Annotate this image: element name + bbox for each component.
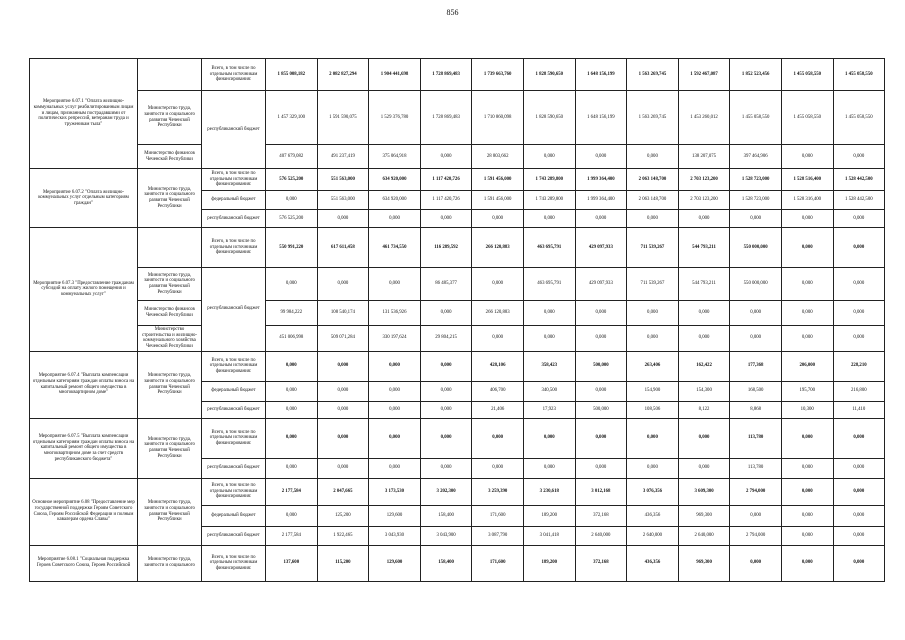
value-cell: 2 703 123,200 (678, 191, 730, 210)
value-cell: 125,200 (317, 505, 369, 526)
value-cell: 0,000 (781, 505, 833, 526)
value-cell: 372,168 (575, 505, 627, 526)
budget-table-body (30, 59, 885, 582)
value-cell: 266 120,883 (472, 301, 524, 326)
value-cell: 0,000 (730, 210, 782, 228)
executor-cell: Министерство труда, занятости и социального развития Чеченской Республики (138, 91, 202, 145)
value-cell: 372,168 (575, 545, 627, 581)
value-cell: 0,000 (781, 478, 833, 505)
table-row (30, 301, 885, 326)
value-cell: 17,923 (523, 401, 575, 418)
table-row (30, 145, 885, 169)
executor-cell (138, 59, 202, 91)
value-cell: 206,000 (781, 351, 833, 381)
value-cell: 1 999 364,400 (575, 169, 627, 191)
table-row (30, 59, 885, 91)
value-cell: 0,000 (369, 381, 421, 401)
value-cell: 0,000 (833, 458, 885, 478)
value-cell: 131 536,926 (369, 301, 421, 326)
measure-title: Основное мероприятие 6.08 "Предоставление мер государственной поддержки Героям Советского Союза, Героям Российской Федерации и полным кавалерам ордена Славы" (30, 478, 138, 545)
value-cell: 2 063 148,700 (627, 191, 679, 210)
value-cell: 138 207,075 (678, 145, 730, 169)
value-cell: 0,000 (627, 458, 679, 478)
value-cell: 0,000 (523, 326, 575, 352)
table-row (30, 478, 885, 505)
value-cell: 1 592 467,087 (678, 59, 730, 91)
value-cell: 0,000 (266, 191, 318, 210)
value-cell: 0,000 (369, 351, 421, 381)
value-cell: 1 529 376,780 (369, 91, 421, 145)
value-cell: 3 043,900 (420, 526, 472, 545)
value-cell: 28 803,662 (472, 145, 524, 169)
value-cell: 0,000 (678, 210, 730, 228)
value-cell: 11,410 (833, 401, 885, 418)
value-cell: 1 528 723,000 (730, 169, 782, 191)
value-cell: 2 640,000 (575, 526, 627, 545)
value-cell: 0,000 (781, 228, 833, 268)
value-cell: 551 563,000 (317, 191, 369, 210)
value-cell: 1 648 156,199 (575, 91, 627, 145)
executor-cell: Министерство труда, занятости и социального (138, 545, 202, 581)
value-cell: 1 728 869,483 (420, 59, 472, 91)
value-cell: 86 485,377 (420, 268, 472, 301)
value-cell: 463 695,791 (523, 268, 575, 301)
source-cell: Всего, в том числе по отдельным источникам финансирования: (202, 478, 266, 505)
source-cell: Всего, в том числе по отдельным источникам финансирования: (202, 59, 266, 91)
value-cell: 1 739 663,760 (472, 59, 524, 91)
measure-title: Мероприятие 6.08.1 "Социальная поддержка Героев Советского Союза, Героев Российской (30, 545, 138, 581)
value-cell: 1 563 269,745 (627, 91, 679, 145)
value-cell: 1 455 058,550 (730, 91, 782, 145)
value-cell: 436,356 (627, 545, 679, 581)
value-cell: 551 563,000 (317, 169, 369, 191)
executor-cell: Министерство строительства и жилищно-коммунального хозяйства Чеченской Республики (138, 326, 202, 352)
value-cell: 544 793,211 (678, 268, 730, 301)
value-cell: 429 097,933 (575, 268, 627, 301)
value-cell: 21,406 (472, 401, 524, 418)
value-cell: 0,000 (420, 145, 472, 169)
value-cell: 8,122 (678, 401, 730, 418)
value-cell: 2 794,000 (730, 526, 782, 545)
value-cell: 3 230,618 (523, 478, 575, 505)
value-cell: 0,000 (627, 301, 679, 326)
value-cell: 189,200 (523, 545, 575, 581)
value-cell: 576 525,200 (266, 169, 318, 191)
source-cell: Всего, в том числе по отдельным источникам финансирования: (202, 351, 266, 381)
value-cell: 500,000 (575, 401, 627, 418)
value-cell: 10,300 (781, 401, 833, 418)
value-cell: 1 528 442,500 (833, 169, 885, 191)
value-cell: 0,000 (369, 458, 421, 478)
value-cell: 0,000 (833, 418, 885, 458)
value-cell: 0,000 (627, 210, 679, 228)
value-cell: 0,000 (781, 268, 833, 301)
value-cell: 1 710 860,098 (472, 91, 524, 145)
value-cell: 3 259,390 (472, 478, 524, 505)
value-cell: 397 464,906 (730, 145, 782, 169)
value-cell: 2 047,665 (317, 478, 369, 505)
value-cell: 0,000 (317, 268, 369, 301)
value-cell: 1 528 316,400 (781, 191, 833, 210)
value-cell: 1 528 516,400 (781, 169, 833, 191)
value-cell: 0,000 (678, 326, 730, 352)
value-cell: 171,600 (472, 505, 524, 526)
value-cell: 0,000 (833, 301, 885, 326)
value-cell: 0,000 (266, 418, 318, 458)
value-cell: 0,000 (781, 418, 833, 458)
value-cell: 1 117 420,726 (420, 169, 472, 191)
source-cell: Всего, в том числе по отдельным источникам финансирования: (202, 228, 266, 268)
value-cell: 0,000 (833, 526, 885, 545)
value-cell: 1 648 156,199 (575, 59, 627, 91)
value-cell: 0,000 (523, 210, 575, 228)
executor-cell (138, 228, 202, 268)
executor-cell: Министерство труда, занятости и социального развития Чеченской Республики (138, 169, 202, 228)
value-cell: 1 922,465 (317, 526, 369, 545)
source-cell: федеральный бюджет (202, 381, 266, 401)
value-cell: 1 852 523,456 (730, 59, 782, 91)
value-cell: 216,800 (833, 381, 885, 401)
value-cell: 0,000 (266, 505, 318, 526)
value-cell: 0,000 (781, 210, 833, 228)
value-cell: 0,000 (730, 326, 782, 352)
value-cell: 108 540,174 (317, 301, 369, 326)
value-cell: 0,000 (266, 268, 318, 301)
source-cell: республиканский бюджет (202, 268, 266, 352)
value-cell: 0,000 (369, 210, 421, 228)
value-cell: 2 640,000 (678, 526, 730, 545)
value-cell: 1 743 289,800 (523, 169, 575, 191)
value-cell: 1 528 723,000 (730, 191, 782, 210)
value-cell: 0,000 (420, 458, 472, 478)
page-number: 856 (446, 8, 459, 17)
value-cell: 0,000 (833, 505, 885, 526)
value-cell: 158,400 (420, 545, 472, 581)
value-cell: 1 563 269,745 (627, 59, 679, 91)
value-cell: 0,000 (833, 545, 885, 581)
value-cell: 711 539,267 (627, 268, 679, 301)
value-cell: 195,700 (781, 381, 833, 401)
executor-cell: Министерство труда, занятости и социального развития Чеченской Республики (138, 478, 202, 545)
value-cell: 113,780 (730, 458, 782, 478)
value-cell: 0,000 (833, 228, 885, 268)
value-cell: 0,000 (523, 458, 575, 478)
value-cell: 576 525,200 (266, 210, 318, 228)
value-cell: 0,000 (575, 326, 627, 352)
value-cell: 0,000 (472, 210, 524, 228)
value-cell: 0,000 (627, 145, 679, 169)
value-cell: 189,200 (523, 505, 575, 526)
table-row (30, 351, 885, 381)
value-cell: 0,000 (369, 401, 421, 418)
value-cell: 0,000 (678, 301, 730, 326)
value-cell: 137,600 (266, 545, 318, 581)
source-cell: федеральный бюджет (202, 191, 266, 210)
value-cell: 969,300 (678, 505, 730, 526)
value-cell: 2 794,000 (730, 478, 782, 505)
value-cell: 1 453 260,012 (678, 91, 730, 145)
value-cell: 0,000 (420, 210, 472, 228)
value-cell: 0,000 (266, 401, 318, 418)
value-cell: 0,000 (472, 268, 524, 301)
value-cell: 0,000 (781, 326, 833, 352)
value-cell: 113,780 (730, 418, 782, 458)
value-cell: 634 920,000 (369, 191, 421, 210)
value-cell: 0,000 (317, 210, 369, 228)
value-cell: 451 006,998 (266, 326, 318, 352)
value-cell: 509 071,284 (317, 326, 369, 352)
measure-title: Мероприятие 6.07.1 "Оплата жилищно-коммунальных услуг реабилитированным лицам и лицам, признанным пострадавшими от политических репрессий, ветеранам труда и труженикам тыла" (30, 59, 138, 169)
value-cell: 3 202,300 (420, 478, 472, 505)
value-cell: 154,900 (627, 381, 679, 401)
table-row (30, 268, 885, 301)
value-cell: 407 679,082 (266, 145, 318, 169)
value-cell: 0,000 (523, 301, 575, 326)
value-cell: 0,000 (420, 351, 472, 381)
value-cell: 1 904 441,698 (369, 59, 421, 91)
value-cell: 0,000 (627, 418, 679, 458)
value-cell: 3 012,168 (575, 478, 627, 505)
value-cell: 0,000 (420, 401, 472, 418)
value-cell: 1 828 590,650 (523, 59, 575, 91)
value-cell: 0,000 (523, 145, 575, 169)
value-cell: 1 999 364,400 (575, 191, 627, 210)
value-cell: 711 539,267 (627, 228, 679, 268)
value-cell: 429 097,933 (575, 228, 627, 268)
value-cell: 406,700 (472, 381, 524, 401)
value-cell: 1 528 442,500 (833, 191, 885, 210)
value-cell: 0,000 (369, 268, 421, 301)
value-cell: 0,000 (575, 301, 627, 326)
table-row (30, 228, 885, 268)
value-cell: 1 457 329,100 (266, 91, 318, 145)
value-cell: 0,000 (627, 326, 679, 352)
value-cell: 1 117 420,726 (420, 191, 472, 210)
value-cell: 2 703 123,200 (678, 169, 730, 191)
value-cell: 463 695,791 (523, 228, 575, 268)
source-cell: Всего, в том числе по отдельным источникам финансирования: (202, 545, 266, 581)
value-cell: 0,000 (730, 301, 782, 326)
value-cell: 99 984,222 (266, 301, 318, 326)
executor-cell: Министерство труда, занятости и социального развития Чеченской Республики (138, 351, 202, 418)
value-cell: 1 455 058,550 (781, 91, 833, 145)
value-cell: 550 991,220 (266, 228, 318, 268)
value-cell: 177,368 (730, 351, 782, 381)
value-cell: 129,600 (369, 505, 421, 526)
value-cell: 0,000 (781, 526, 833, 545)
measure-title: Мероприятие 6.07.5 "Выплата компенсации отдельным категориям граждан оплаты взноса на капитальный ремонт общего имущества в многоквартирном доме за счет средств республиканского бюджета" (30, 418, 138, 478)
table-row (30, 418, 885, 458)
value-cell: 0,000 (317, 401, 369, 418)
value-cell: 162,422 (678, 351, 730, 381)
value-cell: 461 734,550 (369, 228, 421, 268)
value-cell: 1 743 289,800 (523, 191, 575, 210)
value-cell: 1 455 058,550 (833, 59, 885, 91)
value-cell: 2 063 148,700 (627, 169, 679, 191)
value-cell: 0,000 (317, 381, 369, 401)
budget-table (29, 58, 885, 582)
value-cell: 3 087,790 (472, 526, 524, 545)
source-cell: Всего, в том числе по отдельным источникам финансирования: (202, 169, 266, 191)
source-cell: Всего, в том числе по отдельным источникам финансирования: (202, 418, 266, 458)
value-cell: 491 237,419 (317, 145, 369, 169)
value-cell: 0,000 (317, 458, 369, 478)
value-cell: 0,000 (833, 145, 885, 169)
value-cell: 8,868 (730, 401, 782, 418)
value-cell: 2 640,000 (627, 526, 679, 545)
source-cell: республиканский бюджет (202, 91, 266, 169)
measure-title: Мероприятие 6.07.3 "Предоставление гражданам субсидий на оплату жилого помещения и коммунальных услуг" (30, 228, 138, 352)
value-cell: 0,000 (369, 418, 421, 458)
value-cell: 0,000 (781, 545, 833, 581)
value-cell: 266 120,883 (472, 228, 524, 268)
table-row (30, 91, 885, 145)
measure-title: Мероприятие 6.07.2 "Оплата жилищно-коммунальных услуг отдельным категориям граждан" (30, 169, 138, 228)
value-cell: 0,000 (575, 458, 627, 478)
value-cell: 550 000,000 (730, 228, 782, 268)
value-cell: 0,000 (420, 301, 472, 326)
executor-cell: Министерство финансов Чеченской Республики (138, 301, 202, 326)
value-cell: 340,500 (523, 381, 575, 401)
value-cell: 436,356 (627, 505, 679, 526)
value-cell: 116 289,592 (420, 228, 472, 268)
value-cell: 129,600 (369, 545, 421, 581)
measure-title: Мероприятие 6.07.4 "Выплата компенсации отдельным категориям граждан оплаты взноса на капитальный ремонт общего имущества в многоквартирном доме" (30, 351, 138, 418)
value-cell: 375 064,918 (369, 145, 421, 169)
value-cell: 0,000 (266, 381, 318, 401)
source-cell: республиканский бюджет (202, 458, 266, 478)
value-cell: 228,210 (833, 351, 885, 381)
value-cell: 0,000 (575, 210, 627, 228)
value-cell: 617 611,458 (317, 228, 369, 268)
value-cell: 3 173,530 (369, 478, 421, 505)
value-cell: 1 591 590,075 (317, 91, 369, 145)
value-cell: 168,500 (730, 381, 782, 401)
value-cell: 358,423 (523, 351, 575, 381)
value-cell: 1 455 058,550 (833, 91, 885, 145)
source-cell: республиканский бюджет (202, 401, 266, 418)
value-cell: 1 828 590,650 (523, 91, 575, 145)
value-cell: 3 609,300 (678, 478, 730, 505)
value-cell: 0,000 (472, 326, 524, 352)
source-cell: республиканский бюджет (202, 526, 266, 545)
value-cell: 3 043,930 (369, 526, 421, 545)
value-cell: 0,000 (575, 418, 627, 458)
value-cell: 0,000 (317, 418, 369, 458)
value-cell: 969,300 (678, 545, 730, 581)
value-cell: 0,000 (420, 418, 472, 458)
value-cell: 0,000 (781, 145, 833, 169)
value-cell: 1 591 456,000 (472, 191, 524, 210)
value-cell: 500,000 (575, 351, 627, 381)
value-cell: 634 920,000 (369, 169, 421, 191)
value-cell: 1 728 869,483 (420, 91, 472, 145)
value-cell: 171,600 (472, 545, 524, 581)
value-cell: 0,000 (678, 458, 730, 478)
value-cell: 1 591 456,000 (472, 169, 524, 191)
value-cell: 0,000 (833, 210, 885, 228)
value-cell: 0,000 (833, 326, 885, 352)
value-cell: 29 804,215 (420, 326, 472, 352)
value-cell: 0,000 (317, 351, 369, 381)
value-cell: 0,000 (420, 381, 472, 401)
value-cell: 0,000 (781, 458, 833, 478)
table-row (30, 169, 885, 191)
value-cell: 2 082 827,294 (317, 59, 369, 91)
executor-cell: Министерство труда, занятости и социального развития Чеченской Республики (138, 418, 202, 478)
value-cell: 0,000 (730, 545, 782, 581)
value-cell: 0,000 (523, 418, 575, 458)
executor-cell: Министерство труда, занятости и социального развития Чеченской Республики (138, 268, 202, 301)
value-cell: 0,000 (678, 418, 730, 458)
value-cell: 330 197,624 (369, 326, 421, 352)
value-cell: 0,000 (781, 301, 833, 326)
value-cell: 550 000,000 (730, 268, 782, 301)
value-cell: 115,200 (317, 545, 369, 581)
executor-cell: Министерство финансов Чеченской Республики (138, 145, 202, 169)
value-cell: 0,000 (472, 458, 524, 478)
table-row (30, 545, 885, 581)
value-cell: 2 177,584 (266, 478, 318, 505)
value-cell: 0,000 (472, 418, 524, 458)
value-cell: 1 855 008,182 (266, 59, 318, 91)
value-cell: 154,300 (678, 381, 730, 401)
source-cell: республиканский бюджет (202, 210, 266, 228)
value-cell: 2 177,584 (266, 526, 318, 545)
source-cell: федеральный бюджет (202, 505, 266, 526)
value-cell: 108,506 (627, 401, 679, 418)
value-cell: 3 076,356 (627, 478, 679, 505)
value-cell: 1 455 058,550 (781, 59, 833, 91)
value-cell: 3 041,418 (523, 526, 575, 545)
value-cell: 0,000 (833, 268, 885, 301)
value-cell: 0,000 (833, 478, 885, 505)
value-cell: 263,406 (627, 351, 679, 381)
value-cell: 0,000 (266, 351, 318, 381)
value-cell: 0,000 (575, 145, 627, 169)
value-cell: 428,106 (472, 351, 524, 381)
table-row (30, 326, 885, 352)
value-cell: 0,000 (730, 505, 782, 526)
value-cell: 0,000 (575, 381, 627, 401)
value-cell: 0,000 (266, 458, 318, 478)
value-cell: 544 793,211 (678, 228, 730, 268)
value-cell: 158,400 (420, 505, 472, 526)
